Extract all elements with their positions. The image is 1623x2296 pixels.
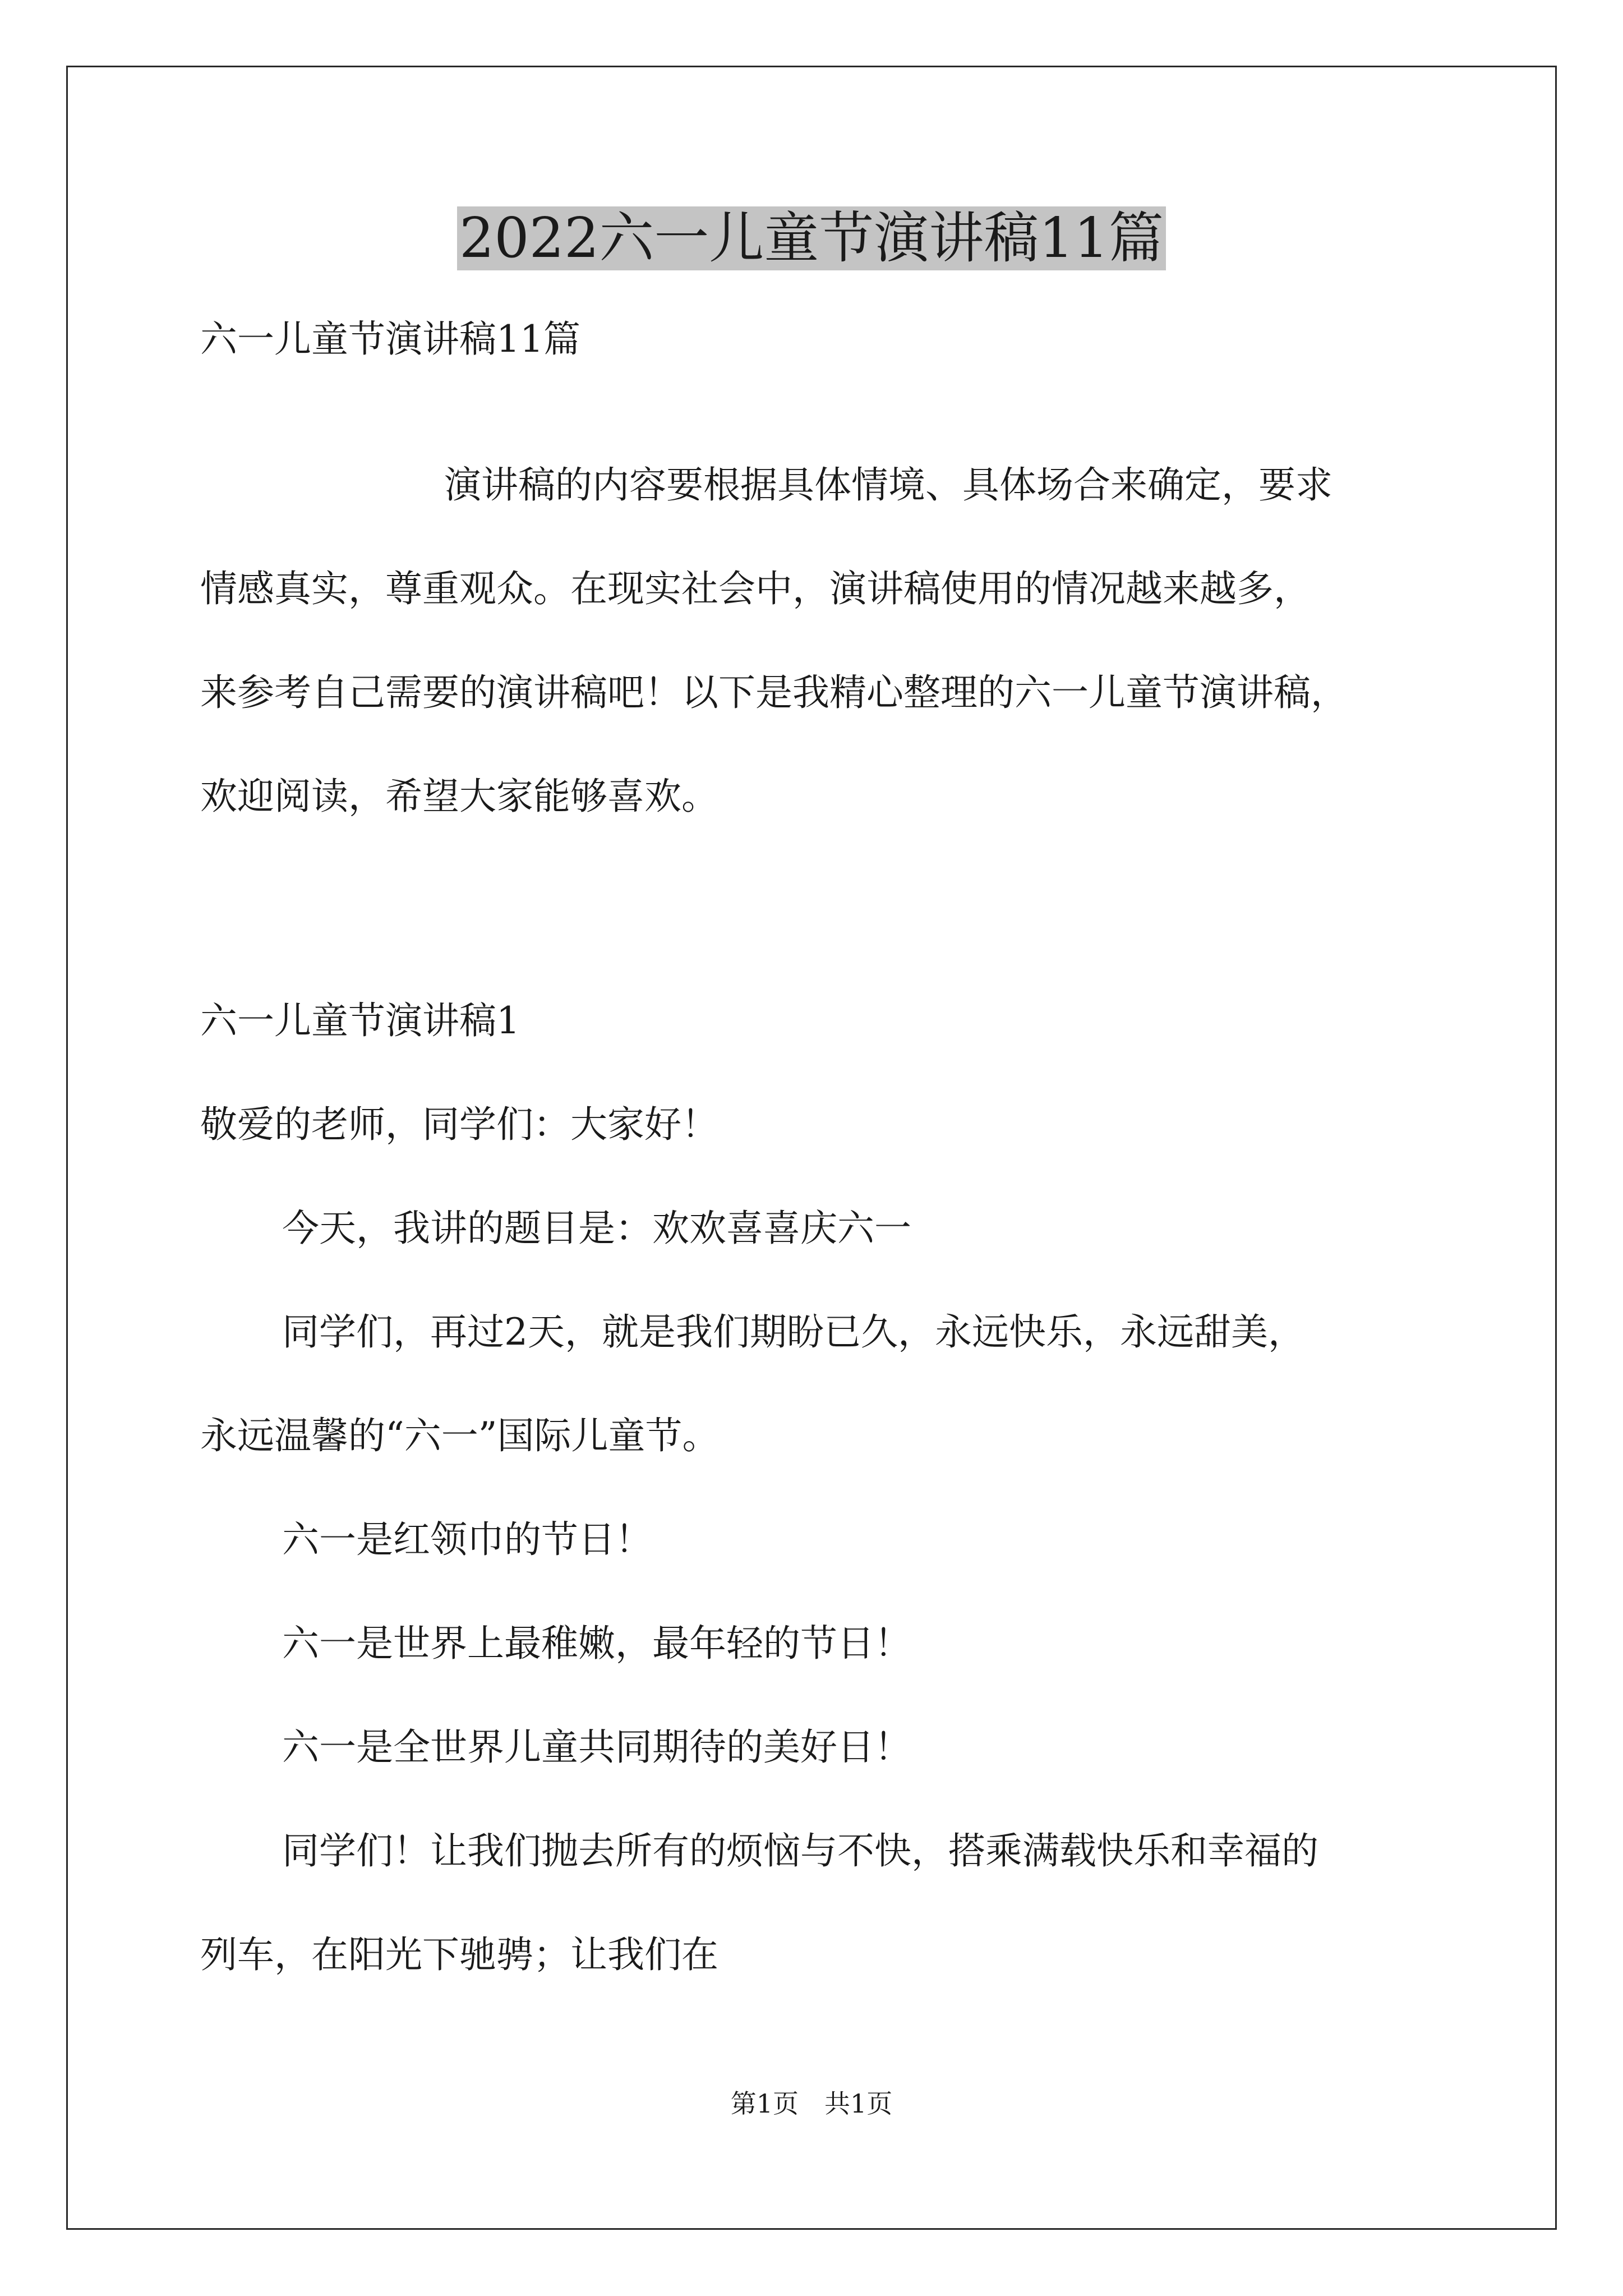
paragraph-line: 六一是世界上最稚嫩，最年轻的节日！ [282, 1622, 911, 1665]
paragraph-line: 永远温馨的“六一”国际儿童节。 [200, 1414, 720, 1457]
paragraph-line: 来参考自己需要的演讲稿吧！以下是我精心整理的六一儿童节演讲稿， [200, 671, 1348, 714]
paragraph-line: 同学们！让我们抛去所有的烦恼与不快，搭乘满载快乐和幸福的 [282, 1829, 1318, 1872]
paragraph-line: 同学们，再过2天，就是我们期盼已久，永远快乐，永远甜美， [282, 1310, 1305, 1354]
paragraph-line: 列车，在阳光下驰骋；让我们在 [200, 1933, 718, 1976]
section-heading: 六一儿童节演讲稿1 [200, 999, 520, 1042]
paragraph-line: 六一是全世界儿童共同期待的美好日！ [282, 1726, 911, 1769]
greeting-line: 敬爱的老师，同学们：大家好！ [200, 1103, 718, 1146]
paragraph-line: 六一是红领巾的节日！ [282, 1518, 652, 1561]
page-number-footer: 第1页 共1页 [730, 2088, 893, 2119]
document-title [0, 199, 1623, 278]
paragraph-line: 今天，我讲的题目是：欢欢喜喜庆六一 [282, 1207, 911, 1250]
document-title-text: 2022六一儿童节演讲稿11篇 [457, 206, 1166, 270]
paragraph-line: 演讲稿的内容要根据具体情境、具体场合来确定，要求 [444, 463, 1332, 507]
paragraph-line: 欢迎阅读，希望大家能够喜欢。 [200, 775, 718, 818]
paragraph-line: 情感真实，尊重观众。在现实社会中，演讲稿使用的情况越来越多， [200, 567, 1311, 610]
subtitle-line: 六一儿童节演讲稿11篇 [200, 318, 580, 361]
